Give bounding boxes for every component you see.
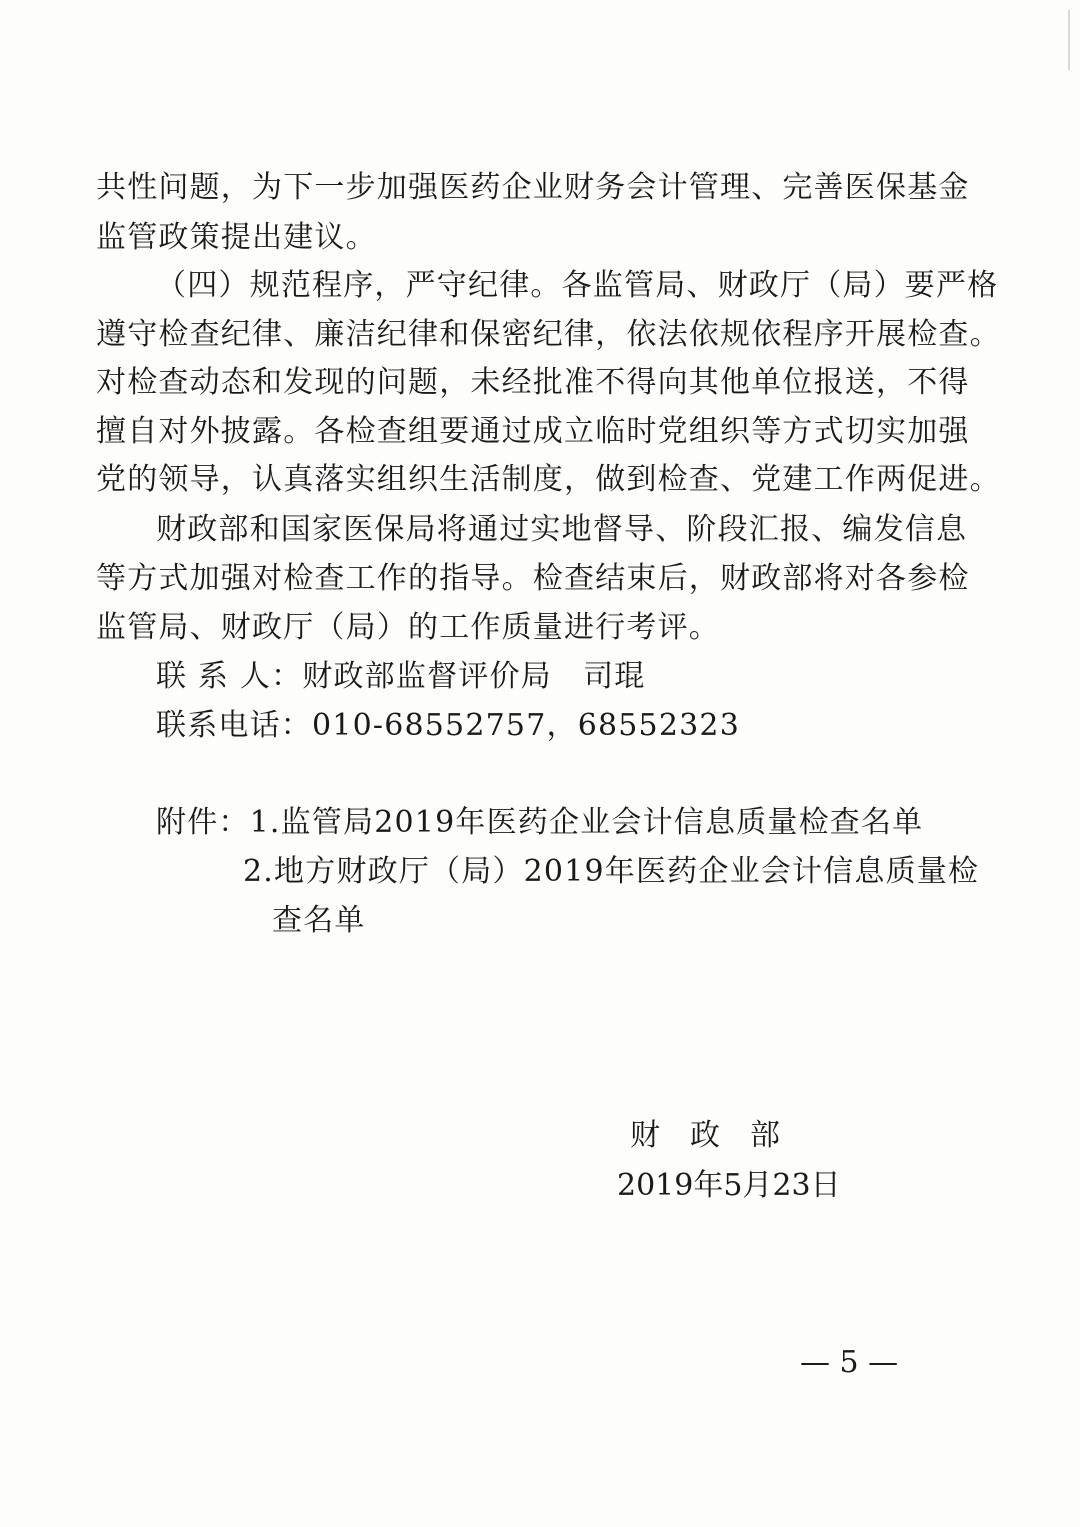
paragraph-3-line-3: 监管局、财政厅（局）的工作质量进行考评。 bbox=[96, 610, 720, 645]
paragraph-2-line-1: （四）规范程序，严守纪律。各监管局、财政厅（局）要严格 bbox=[156, 268, 999, 303]
attachment-2-line-2: 查名单 bbox=[272, 903, 366, 938]
paragraph-2-line-3: 对检查动态和发现的问题，未经批准不得向其他单位报送，不得 bbox=[96, 365, 970, 400]
paragraph-1-line-1: 共性问题，为下一步加强医药企业财务会计管理、完善医保基金 bbox=[96, 170, 970, 205]
paragraph-2-line-5: 党的领导，认真落实组织生活制度，做到检查、党建工作两促进。 bbox=[96, 462, 1001, 497]
contact-person: 联 系 人：财政部监督评价局 司琨 bbox=[156, 659, 646, 694]
paragraph-3-line-1: 财政部和国家医保局将通过实地督导、阶段汇报、编发信息 bbox=[156, 512, 968, 547]
paragraph-2-line-4: 擅自对外披露。各检查组要通过成立临时党组织等方式切实加强 bbox=[96, 414, 970, 449]
attachment-2-line-1: 2.地方财政厅（局）2019年医药企业会计信息质量检 bbox=[243, 854, 980, 889]
signature-issuer: 财 政 部 bbox=[630, 1118, 780, 1153]
paragraph-3-line-2: 等方式加强对检查工作的指导。检查结束后，财政部将对各参检 bbox=[96, 561, 970, 596]
scan-edge-mark bbox=[1068, 10, 1070, 70]
paragraph-2-line-2: 遵守检查纪律、廉洁纪律和保密纪律，依法依规依程序开展检查。 bbox=[96, 317, 1001, 352]
attachment-1: 附件：1.监管局2019年医药企业会计信息质量检查名单 bbox=[156, 805, 924, 840]
contact-phone: 联系电话：010-68552757，68552323 bbox=[156, 708, 740, 743]
page-number: — 5 — bbox=[800, 1345, 899, 1380]
signature-date: 2019年5月23日 bbox=[617, 1168, 841, 1203]
paragraph-1-line-2: 监管政策提出建议。 bbox=[96, 220, 377, 255]
